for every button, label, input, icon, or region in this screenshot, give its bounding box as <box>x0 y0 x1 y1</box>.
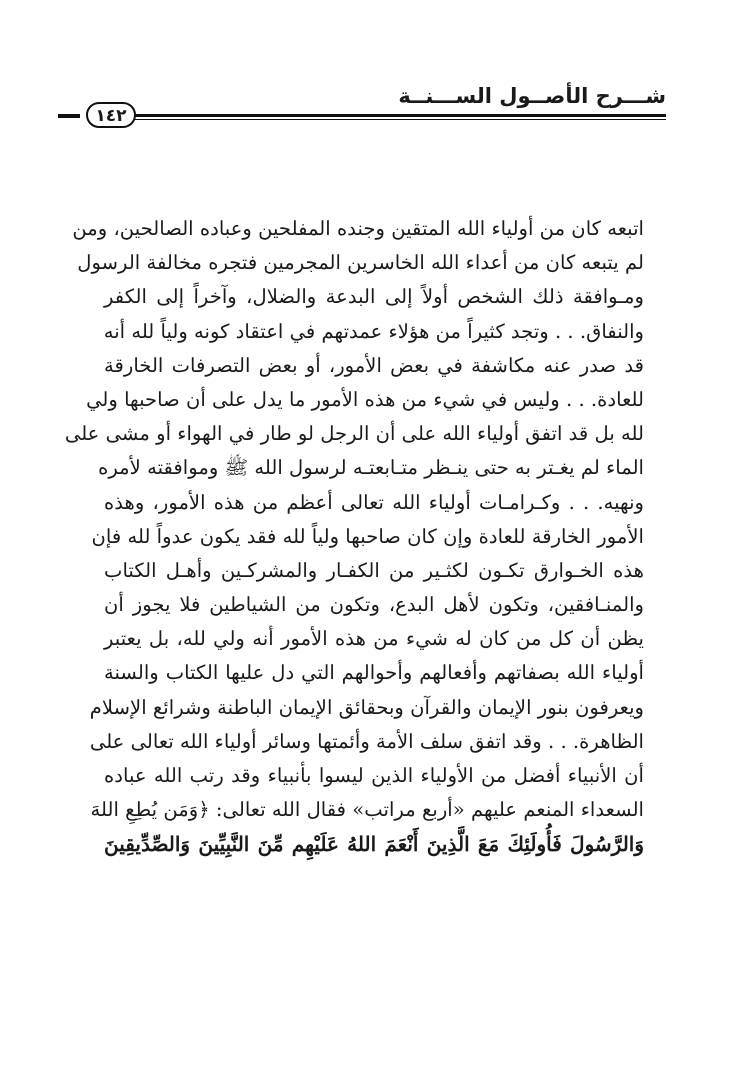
text-line: قد صدر عنه مكاشفة في بعض الأمور، أو بعض التصرفات الخارقة <box>104 353 644 377</box>
text-line: للعادة. . . وليس في شيء من هذه الأمور ما يدل على أن صاحبها ولي <box>86 387 644 411</box>
text-line: أولياء الله بصفاتهم وأفعالهم وأحوالهم التي دل عليها الكتاب والسنة <box>104 661 644 685</box>
page-number: ١٤٢ <box>86 102 136 128</box>
text-line: يظن أن كل من كان له شيء من هذه الأمور أنه ولي لله، بل يعتبر <box>104 627 644 651</box>
text-line: ويعرفون بنور الإيمان والقرآن وبحقائق الإيمان الباطنة وشرائع الإسلام <box>89 695 644 719</box>
text-line: ومـوافقة ذلك الشخص أولاً إلى البدعة والضلال، وآخراً إلى الكفر <box>104 285 644 309</box>
running-title: شـــرح الأصــول الســـنــة <box>398 84 666 108</box>
text-line: هذه الخـوارق تكـون لكثـير من الكفـار والمشركـين وأهـل الكتاب <box>104 558 644 582</box>
body-text <box>64 212 644 862</box>
text-line: والمنـافقين، وتكون لأهل البدع، وتكون من الشياطين فلا يجوز أن <box>104 593 644 617</box>
header-left-dash <box>58 114 80 118</box>
text-line: لم يتبعه كان من أعداء الله الخاسرين المجرمين فتجره مخالفة الرسول <box>77 251 644 275</box>
text-line: والنفاق. . . وتجد كثيراً من هؤلاء عمدتهم في اعتقاد كونه ولياً لله أنه <box>103 319 644 343</box>
text-line: أن الأنبياء أفضل من الأولياء الذين ليسوا بأنبياء وقد رتب الله عباده <box>104 764 644 787</box>
text-line: لله بل قد اتفق أولياء الله على أن الرجل لو طار في الهواء أو مشى على <box>64 422 644 446</box>
text-line: اتبعه كان من أولياء الله المتقين وجنده المفلحين وعباده الصالحين، ومن <box>72 217 644 240</box>
page-header <box>86 80 666 130</box>
text-line: ونهيه. . . وكـرامـات أولياء الله تعالى أعظم من هذه الأمور، وهذه <box>104 490 644 514</box>
header-rule <box>94 114 666 117</box>
text-line: السعداء المنعم عليهم «أربع مراتب» فقال الله تعالى: ﴿وَمَن يُطِعِ اللهَ <box>90 798 644 822</box>
text-line: الظاهرة. . . وقد اتفق سلف الأمة وأئمتها وسائر أولياء الله تعالى على <box>89 729 644 753</box>
quran-verse-line: وَالرَّسُولَ فَأُولَئِكَ مَعَ الَّذِينَ أَنْعَمَ اللهُ عَلَيْهِم مِّنَ النَّبِيِّينَ وَالصِّدِّيقِينَ <box>104 832 644 857</box>
header-rule-thin <box>94 119 666 120</box>
text-line: الماء لم يغـتر به حتى ينـظر متـابعتـه لرسول الله ﷺ وموافقته لأمره <box>98 456 644 480</box>
text-line: الأمور الخارقة للعادة وإن كان صاحبها ولياً لله فقد يكون عدواً لله فإن <box>91 524 644 548</box>
